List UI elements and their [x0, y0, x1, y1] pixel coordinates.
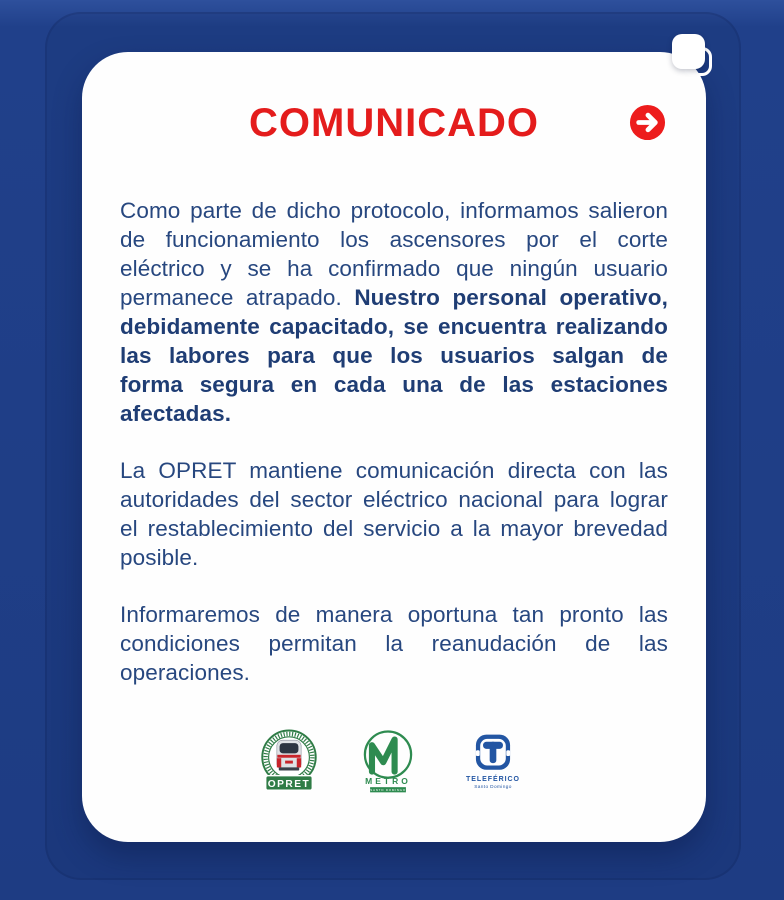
- paragraph-opret-coordination-text: La OPRET mantiene comunicación directa con las autoridades del sector eléctrico nacional para lograr el restablecimiento del servicio a la mayor brevedad posible.: [120, 458, 668, 570]
- card-header: [120, 100, 668, 146]
- metro-logo: [355, 728, 421, 802]
- stacked-pages-icon-front: [672, 34, 705, 69]
- stacked-pages-icon: [672, 34, 722, 84]
- opret-logo-label: OPRET: [267, 778, 311, 790]
- teleferico-logo: [453, 728, 533, 802]
- logos-row: [82, 728, 706, 802]
- metro-logo-sublabel: SANTO DOMINGO: [370, 788, 406, 793]
- paragraph-protocol-normal: Como parte de dicho protocolo, informamos salieron de funcionamiento los ascensores por el corte eléctrico y se ha confirmado que ningún usuario permanece atrapado.: [120, 198, 668, 310]
- paragraph-protocol-bold: Nuestro personal operativo, debidamente capacitado, se encuentra realizando las labores para que los usuarios salgan de forma segura en cada una de las estaciones afectadas.: [120, 285, 668, 426]
- paragraph-resumption-text: Informaremos de manera oportuna tan pronto las condiciones permitan la reanudación de las operaciones.: [120, 602, 668, 685]
- page-title: COMUNICADO: [249, 101, 539, 145]
- opret-logo: [255, 728, 323, 802]
- paragraph-opret-coordination: [120, 456, 668, 572]
- paragraph-resumption: [120, 600, 668, 687]
- teleferico-logo-label: TELEFÉRICO: [466, 776, 520, 784]
- announcement-body: [120, 196, 668, 687]
- arrow-right-circle-icon: [629, 104, 666, 141]
- metro-logo-label: METRO: [365, 775, 411, 786]
- teleferico-logo-sublabel: Santo Domingo: [474, 784, 512, 790]
- paragraph-protocol: [120, 196, 668, 428]
- announcement-card: [82, 52, 706, 842]
